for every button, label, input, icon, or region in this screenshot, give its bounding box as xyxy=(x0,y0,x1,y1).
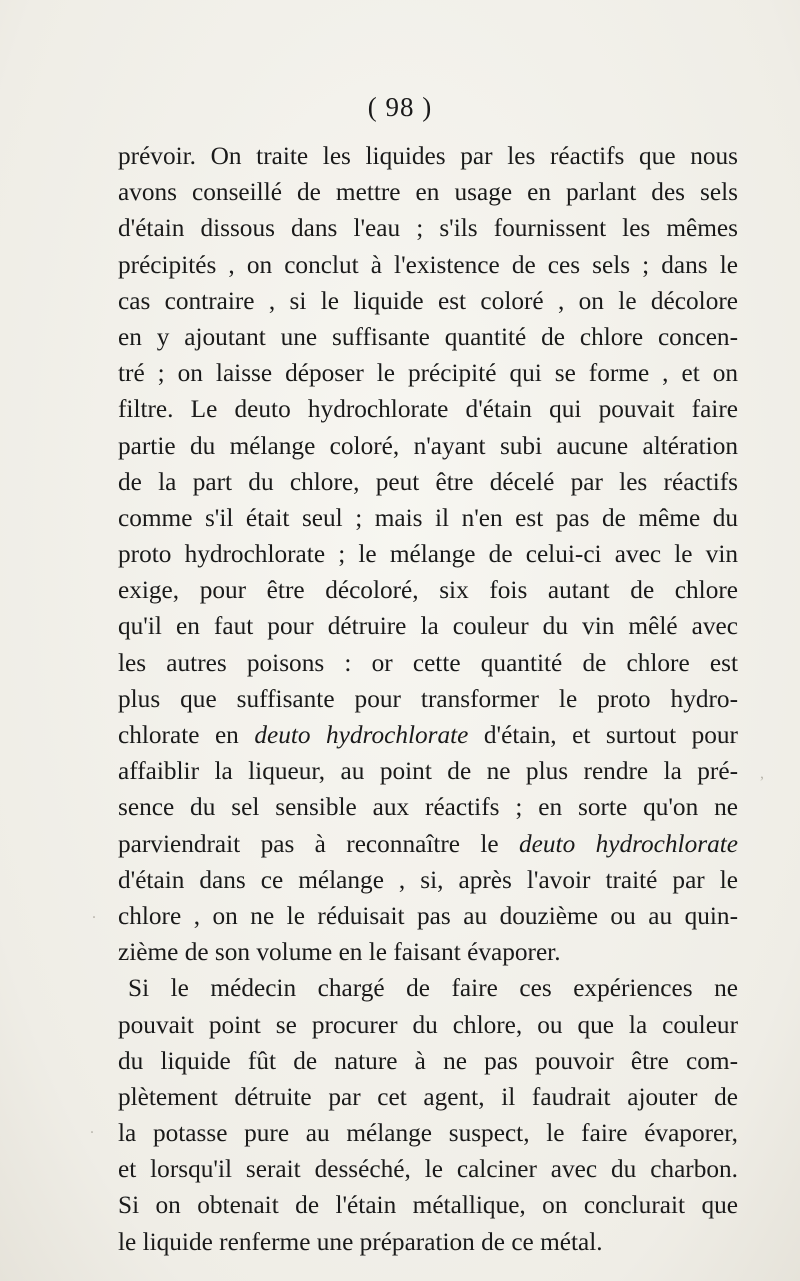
text-line: d'étain dissous dans l'eau ; s'ils fournissent les mêmes xyxy=(118,214,738,243)
text-line: précipités , on conclut à l'existence de ces sels ; dans le xyxy=(118,250,738,279)
text-line: qu'il en faut pour détruire la couleur du vin mêlé avec xyxy=(118,612,738,641)
text-line: la potasse pure au mélange suspect, le faire évaporer, xyxy=(118,1119,738,1148)
text-line: proto hydrochlorate ; le mélange de celui-ci avec le vin xyxy=(118,540,738,569)
text-line: pouvait point se procurer du chlore, ou que la couleur xyxy=(118,1010,738,1039)
text-line: d'étain dans ce mélange , si, après l'avoir traité par le xyxy=(118,865,738,894)
paragraph-end-line: le liquide renferme une préparation de ce métal. xyxy=(118,1227,603,1256)
text-line: les autres poisons : or cette quantité de chlore est xyxy=(118,648,738,677)
text-line-with-italic xyxy=(118,717,738,753)
italic-term: deuto hydrochlorate xyxy=(519,829,738,858)
text-line: avons conseillé de mettre en usage en parlant des sels xyxy=(118,178,738,207)
text-line: comme s'il était seul ; mais il n'en est pas de même du xyxy=(118,503,738,532)
text-line: partie du mélange coloré, n'ayant subi aucune altération xyxy=(118,431,738,460)
page-number: ( 98 ) xyxy=(367,92,433,122)
text-line: du liquide fût de nature à ne pas pouvoir être com- xyxy=(118,1046,738,1075)
paragraph-start-line: Si le médecin chargé de faire ces expériences ne xyxy=(128,974,738,1003)
text-line: affaiblir la liqueur, au point de ne plus rendre la pré- xyxy=(118,757,738,786)
text-line: et lorsqu'il serait desséché, le calciner avec du charbon. xyxy=(118,1155,738,1184)
text-line-with-italic xyxy=(118,826,738,862)
text-segment: d'étain, et surtout pour xyxy=(468,721,738,749)
text-line: Si on obtenait de l'étain métallique, on conclurait que xyxy=(118,1191,738,1220)
text-line: plus que suffisante pour transformer le proto hydro- xyxy=(118,684,738,713)
text-line: chlore , on ne le réduisait pas au douzième ou au quin- xyxy=(118,901,738,930)
text-line: de la part du chlore, peut être décelé par les réactifs xyxy=(118,467,738,496)
text-line: sence du sel sensible aux réactifs ; en sorte qu'on ne xyxy=(118,793,738,822)
paragraph-end-line: zième de son volume en le faisant évaporer. xyxy=(118,938,561,967)
text-segment: parviendrait pas à reconnaître le xyxy=(118,829,520,858)
body-text xyxy=(118,138,738,1260)
text-line: filtre. Le deuto hydrochlorate d'étain qui pouvait faire xyxy=(118,395,738,424)
text-line: cas contraire , si le liquide est coloré , on le décolore xyxy=(118,286,738,315)
margin-speck: . xyxy=(92,905,96,922)
text-line: prévoir. On traite les liquides par les réactifs que nous xyxy=(118,142,738,170)
text-line: en y ajoutant une suffisante quantité de chlore concen- xyxy=(118,322,738,351)
text-line: plètement détruite par cet agent, il faudrait ajouter de xyxy=(118,1082,738,1111)
italic-term: deuto hydrochlorate xyxy=(254,721,469,749)
text-line: exige, pour être décoloré, six fois autant de chlore xyxy=(118,576,738,605)
text-segment: chlorate en xyxy=(118,721,255,749)
margin-speck: . xyxy=(90,1120,94,1137)
margin-speck: , xyxy=(760,765,764,782)
text-line: tré ; on laisse déposer le précipité qui se forme , et on xyxy=(118,359,738,388)
